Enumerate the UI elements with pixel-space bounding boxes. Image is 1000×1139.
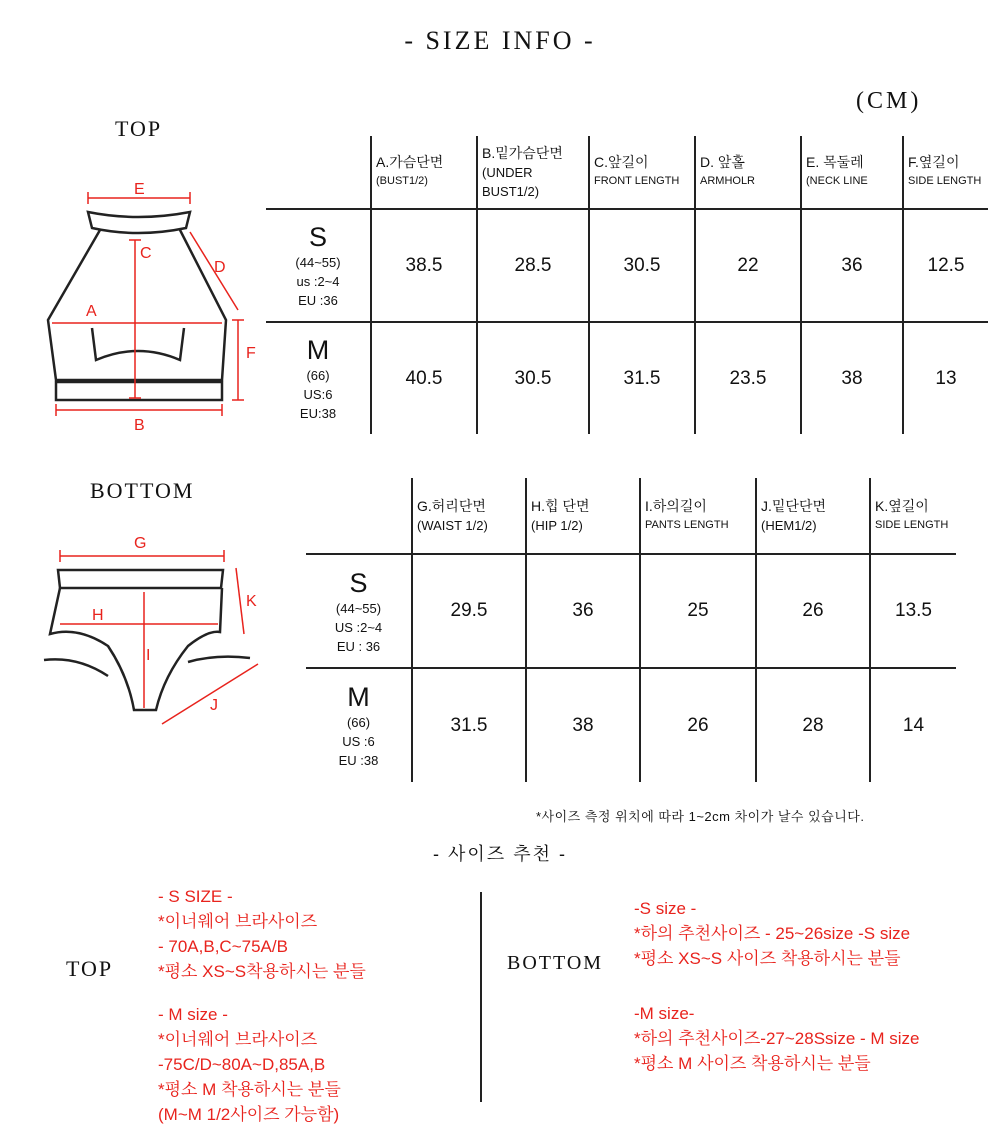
cell: 29.5 — [412, 554, 526, 668]
top-col-e: E. 목둘레 (NECK LINE — [801, 136, 903, 209]
top-size-table — [266, 136, 988, 434]
bottom-diagram — [38, 526, 268, 736]
cell: 36 — [801, 209, 903, 322]
rec-line: - M size - — [158, 1005, 228, 1024]
bottom-col-g: G.허리단면 (WAIST 1/2) — [412, 478, 526, 554]
bottom-waistband — [58, 570, 223, 588]
recommend-divider — [480, 892, 482, 1102]
cell: 23.5 — [695, 322, 801, 434]
rec-line: *하의 추천사이즈 - 25~26size -S size — [634, 924, 911, 943]
top-size-s: S (44~55) us :2~4 EU :36 — [266, 209, 371, 322]
cell: 12.5 — [903, 209, 988, 322]
recommend-bottom-label: BOTTOM — [507, 952, 604, 974]
bottom-col-h: H.힙 단면 (HIP 1/2) — [526, 478, 640, 554]
cell: 30.5 — [589, 209, 695, 322]
top-inner-lines — [92, 328, 184, 360]
top-size-m: M (66) US:6 EU:38 — [299, 335, 337, 421]
bottom-section-label: BOTTOM — [90, 478, 195, 503]
cell: 31.5 — [412, 668, 526, 782]
cell: 28 — [756, 668, 870, 782]
measurement-note: *사이즈 측정 위치에 따라 1~2cm 차이가 날수 있습니다. — [536, 809, 865, 824]
top-row-m — [266, 322, 988, 434]
top-col-f: F.옆길이 SIDE LENGTH — [903, 136, 988, 209]
letter-A: A — [86, 303, 97, 320]
page-title: - SIZE INFO - — [404, 26, 596, 55]
top-diagram — [30, 170, 260, 440]
bottom-size-s: S (44~55) US :2~4 EU : 36 — [306, 554, 412, 668]
cell: 36 — [526, 554, 640, 668]
cell: 30.5 — [477, 322, 589, 434]
cell: 38 — [801, 322, 903, 434]
letter-B: B — [134, 417, 145, 434]
rec-line: *이너웨어 브라사이즈 — [158, 912, 318, 931]
rec-line: -75C/D~80A~D,85A,B — [158, 1055, 326, 1074]
rec-spacer — [634, 971, 920, 1001]
bottom-col-k: K.옆길이 SIDE LENGTH — [870, 478, 956, 554]
letter-F: F — [246, 345, 256, 362]
recommend-title: - 사이즈 추천 - — [433, 844, 567, 864]
letter-J: J — [210, 697, 218, 714]
cell: 14 — [870, 668, 956, 782]
rec-line: *평소 XS~S착용하시는 분들 — [158, 962, 366, 981]
bottom-row-m — [306, 668, 956, 782]
bottom-body-outline — [50, 588, 222, 710]
cell: 38.5 — [371, 209, 477, 322]
bottom-strap-right — [188, 657, 250, 662]
top-body-outline — [48, 230, 226, 380]
top-col-a: A.가슴단면 (BUST1/2) — [371, 136, 477, 209]
top-col-d: D. 앞홀 ARMHOLR — [695, 136, 801, 209]
bottom-col-i: I.하의길이 PANTS LENGTH — [640, 478, 756, 554]
top-col-b: B.밑가슴단면 (UNDER BUST1/2) — [477, 136, 589, 209]
top-neck-band — [88, 212, 190, 233]
cell: 31.5 — [589, 322, 695, 434]
letter-I: I — [146, 647, 151, 664]
measure-J-line — [162, 664, 258, 724]
letter-G: G — [134, 535, 147, 552]
cell: 25 — [640, 554, 756, 668]
recommend-top-label: TOP — [66, 956, 114, 981]
letter-C: C — [140, 245, 152, 262]
cell: 22 — [695, 209, 801, 322]
recommend-top-text — [158, 884, 366, 1127]
letter-H: H — [92, 607, 104, 624]
rec-line: (M~M 1/2사이즈 가능함) — [158, 1105, 340, 1124]
cell: 38 — [526, 668, 640, 782]
bottom-col-j: J.밑단단면 (HEM1/2) — [756, 478, 870, 554]
rec-line: *평소 M 사이즈 착용하시는 분들 — [634, 1054, 871, 1073]
top-col-c: C.앞길이 FRONT LENGTH — [589, 136, 695, 209]
top-section-label: TOP — [115, 116, 163, 141]
top-row-s — [266, 209, 988, 322]
cell: 13.5 — [870, 554, 956, 668]
rec-line: *평소 XS~S 사이즈 착용하시는 분들 — [634, 949, 901, 968]
rec-line: *하의 추천사이즈-27~28Ssize - M size — [634, 1029, 920, 1048]
cell: 13 — [903, 322, 988, 434]
cell: 28.5 — [477, 209, 589, 322]
bottom-size-m: M (66) US :6 EU :38 — [338, 682, 379, 768]
unit-label: (CM) — [856, 88, 922, 114]
cell: 26 — [640, 668, 756, 782]
measure-K-line — [236, 568, 244, 634]
rec-line: - S SIZE - — [158, 887, 233, 906]
recommend-bottom-text — [634, 896, 920, 1076]
rec-line: -S size - — [634, 899, 697, 918]
cell: 40.5 — [371, 322, 477, 434]
bottom-row-s — [306, 554, 956, 668]
rec-line: - 70A,B,C~75A/B — [158, 937, 288, 956]
letter-K: K — [246, 593, 257, 610]
bottom-strap-left — [44, 659, 108, 676]
letter-D: D — [214, 259, 226, 276]
rec-spacer — [158, 984, 366, 1002]
rec-line: *평소 M 착용하시는 분들 — [158, 1080, 341, 1099]
rec-line: *이너웨어 브라사이즈 — [158, 1030, 318, 1049]
cell: 26 — [756, 554, 870, 668]
letter-E: E — [134, 181, 145, 198]
rec-line: -M size- — [634, 1004, 695, 1023]
bottom-size-table — [306, 478, 956, 782]
